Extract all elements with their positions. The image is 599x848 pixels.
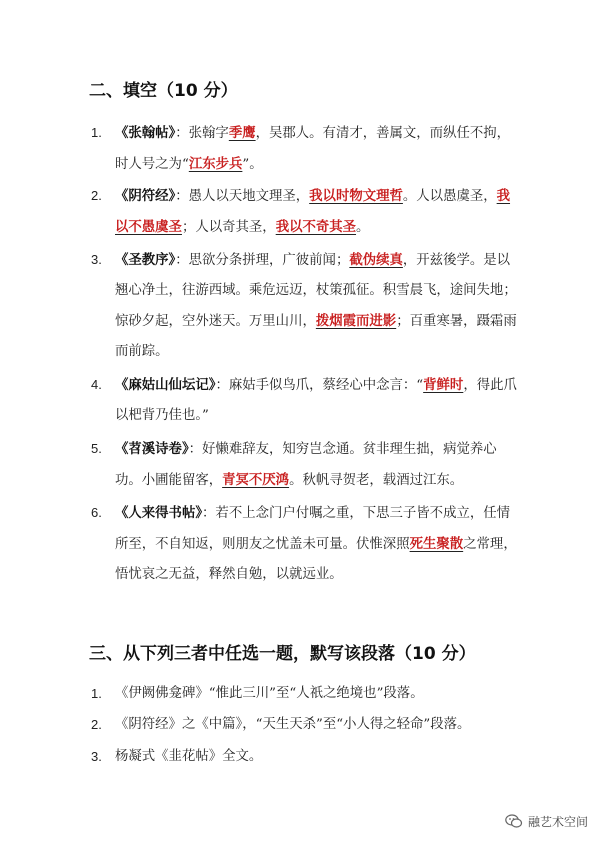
answer-text: 季鹰 — [228, 125, 256, 141]
item-number: 1. — [91, 686, 102, 701]
text-segment: ；人以奇其圣， — [181, 220, 276, 235]
item-number: 3. — [91, 252, 102, 267]
fill-item-5 — [91, 434, 523, 496]
item-text — [91, 181, 523, 243]
text-segment: ”。 — [242, 157, 263, 172]
fill-item-1 — [91, 118, 523, 180]
section3-heading: 三、从下列三者中任选一题，默写该段落（10 分） — [89, 644, 476, 664]
item-text — [91, 370, 523, 431]
work-title: 《人来得书帖》 — [115, 505, 203, 521]
item-text — [91, 498, 523, 590]
item-text: 《伊阙佛龛碑》“惟此三川”至“人祇之绝境也”段落。 — [115, 686, 424, 701]
text-segment: 。 — [356, 220, 370, 235]
work-title: 《阴符经》 — [115, 188, 176, 204]
text-segment: 之常理，悟忧哀之无益，释然自勉，以就远业。 — [115, 537, 517, 582]
item-number: 6. — [91, 505, 102, 520]
answer-text: 我以时物文理哲 — [309, 188, 403, 204]
answer-text: 拨烟霞而进影 — [315, 313, 397, 329]
answer-text: 截伪续真 — [349, 252, 403, 268]
answer-text: 背鲜时 — [423, 377, 464, 393]
item-number: 2. — [91, 717, 102, 732]
item-number: 3. — [91, 749, 102, 764]
text-segment: ：麻姑手似鸟爪，蔡经心中念言：“ — [215, 378, 424, 393]
work-title: 《张翰帖》 — [115, 125, 176, 141]
text-segment: ：张翰字 — [175, 126, 229, 141]
text-segment: ：愚人以天地文理圣， — [175, 189, 310, 204]
item-number: 5. — [91, 441, 102, 456]
recite-item-3 — [91, 744, 523, 770]
watermark — [505, 813, 588, 830]
answer-text: 江东步兵 — [188, 156, 243, 172]
item-text: 《阴符经》之《中篇》，“天生天杀”至“小人得之轻命”段落。 — [115, 717, 471, 732]
text-segment: ，吴郡人。有清才，善属文，而纵任不拘，时人号之为“ — [115, 126, 511, 172]
fill-item-6 — [91, 498, 523, 590]
work-title: 《圣教序》 — [115, 252, 176, 268]
text-segment: ，得此爪以杷背乃佳也。” — [115, 378, 517, 423]
item-number: 2. — [91, 188, 102, 203]
text-segment: 。人以愚虞圣， — [402, 189, 497, 204]
text-segment: ，开兹後学。是以翘心净土，往游西域。乘危远迈，杖策孤征。积雪晨飞，途间失地；惊砂夕起，空外迷天。万里山川， — [115, 253, 517, 329]
text-segment: ：好懒难辞友，知穷岂念通。贫非理生拙，病觉养心功。小圃能留客， — [115, 442, 497, 488]
recite-item-2 — [91, 712, 523, 738]
wechat-icon — [505, 814, 523, 829]
text-segment: ：若不上念门户付嘱之重，下思三子皆不成立，任情所至，不自知返，则朋友之忧盖未可量。伏惟深照 — [115, 506, 511, 552]
work-title: 《麻姑山仙坛记》 — [115, 377, 216, 393]
answer-text: 青冥不厌鸿 — [222, 472, 290, 488]
section2-heading: 二、填空（10 分） — [89, 81, 238, 101]
item-number: 4. — [91, 377, 102, 392]
text-segment: 。秋帆寻贺老，载酒过江东。 — [289, 473, 464, 488]
item-text — [91, 434, 523, 496]
fill-item-4 — [91, 370, 523, 431]
text-segment: ：思欲分条拼理，广彼前闻； — [175, 253, 350, 268]
answer-text: 我以不奇其圣 — [275, 219, 357, 235]
watermark-text: 融艺术空间 — [528, 815, 589, 829]
answer-text: 我以不愚虞圣 — [115, 188, 511, 235]
item-text — [91, 245, 523, 367]
item-text: 杨凝式《韭花帖》全文。 — [115, 749, 263, 764]
item-text — [91, 118, 523, 180]
recite-item-1 — [91, 681, 523, 707]
text-segment: ；百重寒暑，蹑霜雨而前踪。 — [115, 314, 517, 359]
fill-item-3 — [91, 245, 523, 367]
fill-item-2 — [91, 181, 523, 243]
work-title: 《苕溪诗卷》 — [115, 441, 189, 457]
item-number: 1. — [91, 125, 102, 140]
answer-text: 死生聚散 — [409, 536, 464, 552]
